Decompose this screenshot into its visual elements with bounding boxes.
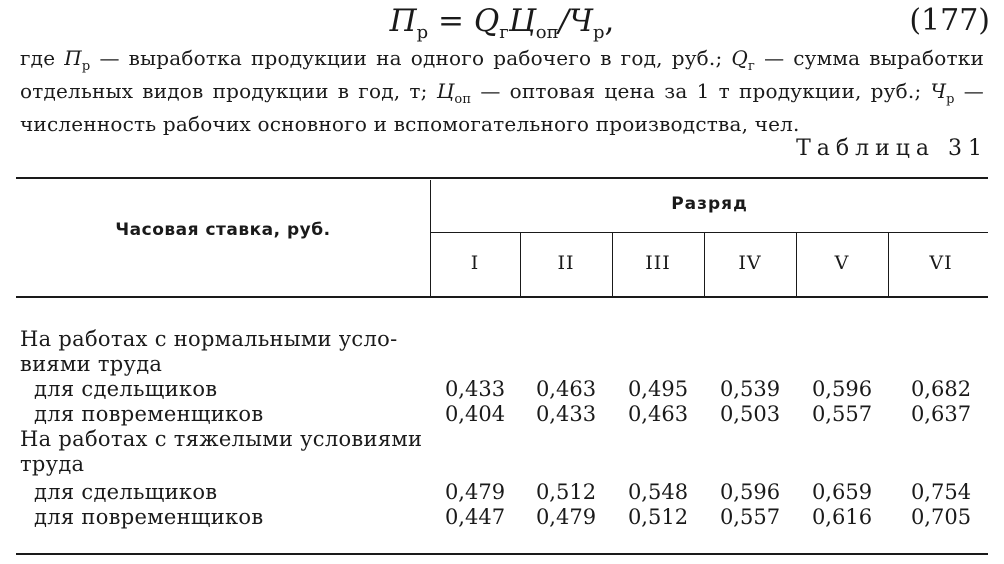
formula-row bbox=[0, 0, 1004, 44]
table-row bbox=[20, 427, 988, 452]
rate-cell: 0,512 bbox=[535, 480, 597, 504]
grade-header: I bbox=[470, 252, 480, 274]
table-group-header: Разряд bbox=[671, 194, 748, 214]
rate-cell: 0,682 bbox=[910, 377, 972, 401]
row-label: виями труда bbox=[20, 352, 163, 376]
table-top-rule bbox=[16, 177, 988, 179]
row-label: для повременщиков bbox=[34, 505, 264, 529]
row-label: На работах с нормальными усло- bbox=[20, 327, 398, 351]
rate-cell: 0,557 bbox=[811, 402, 873, 426]
table-bottom-rule bbox=[16, 553, 988, 555]
column-divider bbox=[888, 233, 889, 296]
rate-cell: 0,404 bbox=[444, 402, 506, 426]
equation-number: (177) bbox=[909, 3, 990, 38]
rate-cell: 0,512 bbox=[627, 505, 689, 529]
table-row bbox=[20, 327, 988, 352]
table-row bbox=[20, 452, 988, 477]
rate-cell: 0,616 bbox=[811, 505, 873, 529]
rate-cell: 0,754 bbox=[910, 480, 972, 504]
grade-header: VI bbox=[929, 252, 953, 274]
rate-cell: 0,447 bbox=[444, 505, 506, 529]
table-row bbox=[20, 377, 988, 402]
group-header-rule bbox=[431, 232, 988, 233]
rate-cell: 0,637 bbox=[910, 402, 972, 426]
table-header-rule bbox=[16, 296, 988, 298]
rate-cell: 0,495 bbox=[627, 377, 689, 401]
table-row-header: Часовая ставка, руб. bbox=[115, 220, 331, 240]
rate-cell: 0,433 bbox=[444, 377, 506, 401]
row-label: для сдельщиков bbox=[34, 480, 218, 504]
rate-cell: 0,659 bbox=[811, 480, 873, 504]
row-label: для повременщиков bbox=[34, 402, 264, 426]
column-divider bbox=[520, 233, 521, 296]
formula-description: где $П_р$ — выработка продукции на одного рабочего в год, руб.; $Q_г$ — сумма выработки отдельных видов продукции в год, т; $Ц_{оп}$ — оптовая цена за 1 т продукции, руб.; $Ч_р$ — численность рабочих основного и вспомогательного производства, чел. bbox=[20, 46, 984, 136]
rate-cell: 0,479 bbox=[535, 505, 597, 529]
rate-cell: 0,557 bbox=[719, 505, 781, 529]
table-row bbox=[20, 480, 988, 505]
rate-cell: 0,539 bbox=[719, 377, 781, 401]
rate-cell: 0,479 bbox=[444, 480, 506, 504]
table-row bbox=[20, 352, 988, 377]
rate-cell: 0,596 bbox=[811, 377, 873, 401]
rate-cell: 0,433 bbox=[535, 402, 597, 426]
grade-header: III bbox=[645, 252, 671, 274]
grade-header: V bbox=[834, 252, 850, 274]
rate-cell: 0,503 bbox=[719, 402, 781, 426]
column-divider bbox=[704, 233, 705, 296]
grade-header: II bbox=[557, 252, 575, 274]
grade-header: IV bbox=[738, 252, 762, 274]
rate-cell: 0,463 bbox=[627, 402, 689, 426]
rate-cell: 0,548 bbox=[627, 480, 689, 504]
table-caption: Таблица 31 bbox=[796, 136, 988, 161]
row-label: На работах с тяжелыми условиями bbox=[20, 427, 423, 451]
column-divider bbox=[796, 233, 797, 296]
rate-cell: 0,596 bbox=[719, 480, 781, 504]
column-divider bbox=[612, 233, 613, 296]
row-label: для сдельщиков bbox=[34, 377, 218, 401]
table-row bbox=[20, 402, 988, 427]
rate-cell: 0,463 bbox=[535, 377, 597, 401]
table-row bbox=[20, 505, 988, 530]
formula-177: $П_р = Q_гЦ_{оп}/Ч_р$, bbox=[389, 3, 615, 44]
rate-cell: 0,705 bbox=[910, 505, 972, 529]
row-label: труда bbox=[20, 452, 85, 476]
